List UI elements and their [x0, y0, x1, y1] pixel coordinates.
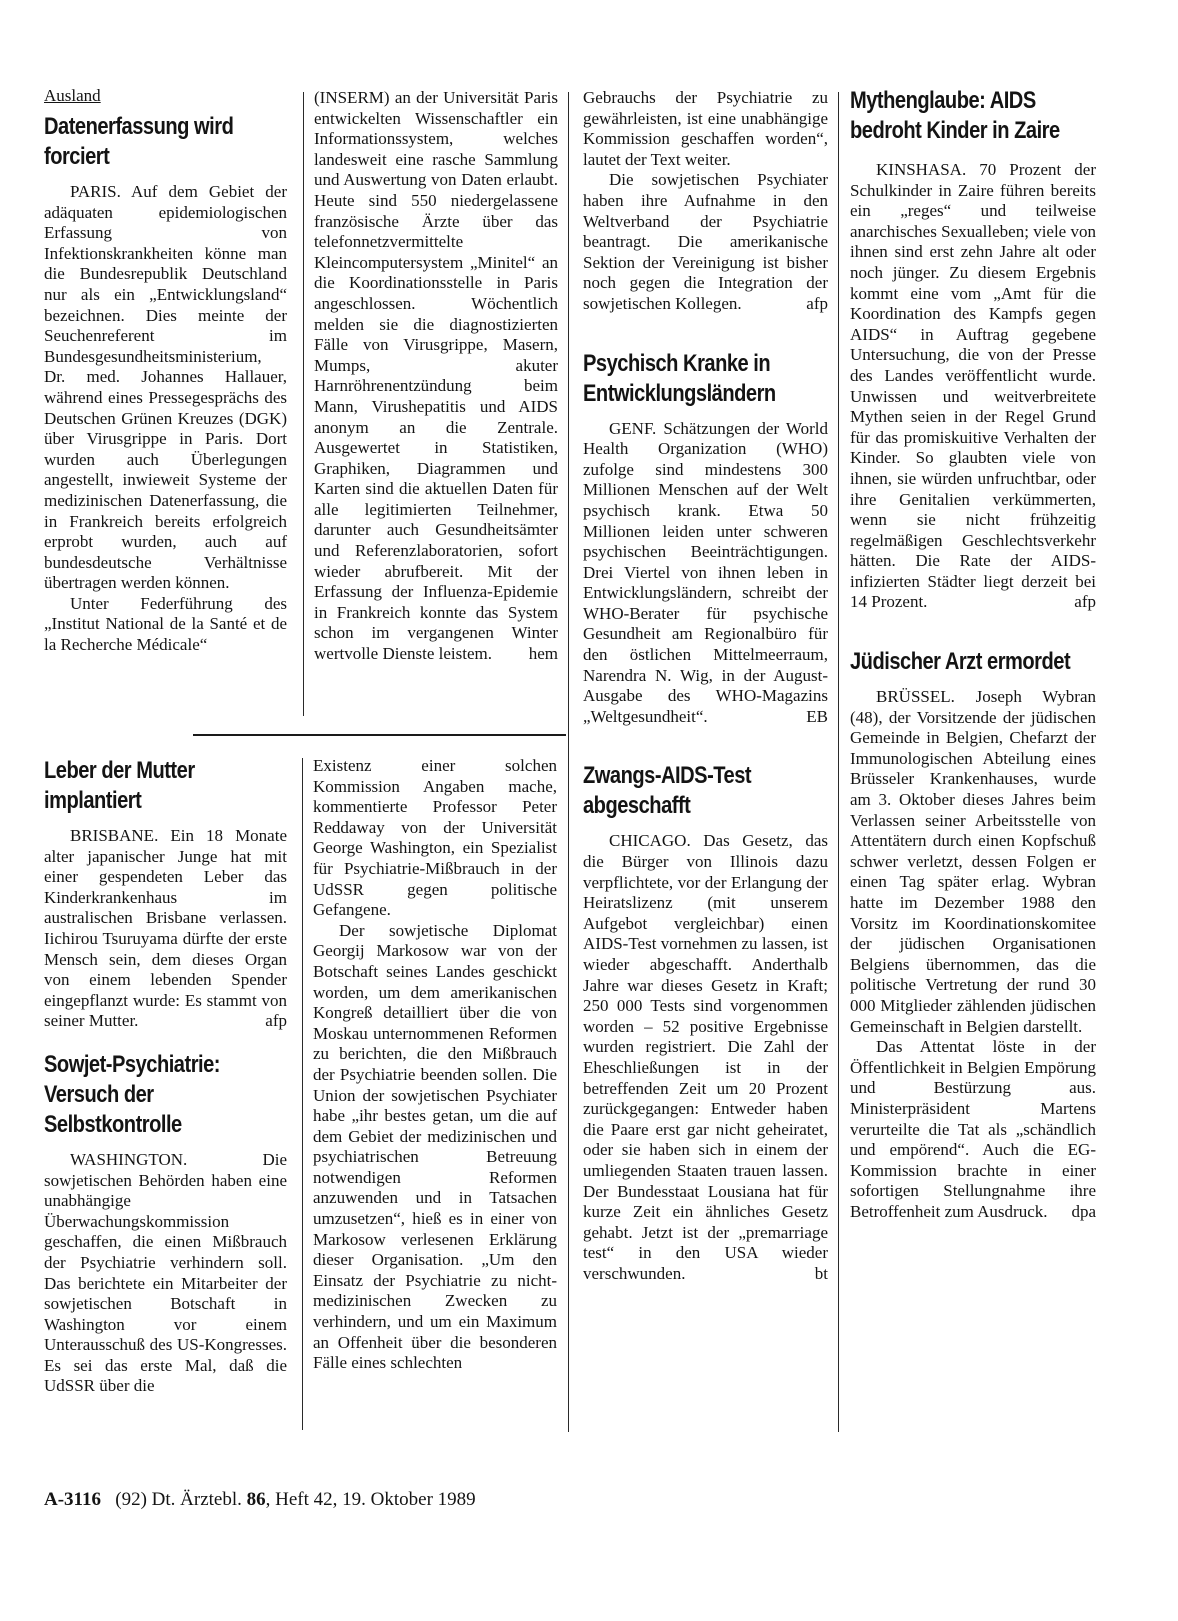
- section-divider-rule: [193, 734, 566, 736]
- column-1: [44, 86, 287, 656]
- article-paragraph: WASHINGTON. Die sowjetischen Behörden haben eine unabhängige Überwachungskommission geschaffen, die einen Mißbrauch der Psychiatrie verhindern soll. Das berichtete ein Mitarbeiter der sowjetischen Botschaft in Washington vor einem Unterausschuß des US-Kongresses. Es sei das erste Mal, daß die UdSSR über die: [44, 1149, 287, 1396]
- article-paragraph: Existenz einer solchen Kommission Angaben mache, kommentierte Professor Peter Reddaway von der Universität George Washington, ein Spezialist für Psychiatrie-Mißbrauch in der UdSSR gegen politische Gefangene.: [313, 756, 557, 920]
- column-2: [314, 88, 558, 665]
- volume-number: 86: [246, 1489, 266, 1510]
- page-code: A-3116: [44, 1489, 101, 1510]
- article-paragraph: CHICAGO. Das Gesetz, das die Bürger von Illinois dazu verpflichtete, vor der Erlangung der Heiratslizenz (mit unserem Aufgebot vergleichbar) einen AIDS-Test vornehmen zu lassen, ist wieder abgeschafft. Anderthalb Jahre war dieses Gesetz in Kraft; 250 000 Tests sind vorgenommen worden – 52 positive Ergebnisse wurden registriert. Die Zahl der Eheschließungen ist in der betreffenden Zeit um 20 Prozent zurückgegangen: Entweder haben die Paare erst gar nicht geheiratet, oder sie haben sich in einem der umliegenden Staaten trauen lassen. Der Bundesstaat Lousiana hat für kurze Zeit ein ähnliches Gesetz gehabt. Jetzt ist der „premarriage test“ in den USA wieder verschwunden. bt: [583, 831, 828, 1283]
- headline-leber: Leber der Mutter implantiert: [44, 757, 195, 814]
- article-paragraph: (INSERM) an der Universität Paris entwickelten Wissenschaftler ein Informationssystem, welches landesweit eine rasche Sammlung und Auswertung von Daten erlaubt. Heute sind 550 niedergelassene französische Ärzte über das telefonnetzvermittelte Kleincomputersystem „Minitel“ an die Koordinationsstelle in Paris angeschlossen. Wöchentlich melden sie die diagnostizierten Fälle von Virusgrippe, Masern, Mumps, akuter Harnröhrenentzündung beim Mann, Virushepatitis und AIDS anonym an die Zentrale. Ausgewertet in Statistiken, Graphiken, Diagrammen und Karten sind die aktuellen Daten für alle legitimierten Teilnehmer, darunter auch Gesundheitsämter und Referenzlaboratorien, sofort wieder abrufbereit. Mit der Erfassung der Influenza-Epidemie in Frankreich konnte das System schon im vergangenen Winter wertvolle Dienste leistem. hem: [314, 88, 558, 664]
- headline-datenerfassung: Datenerfassung wird forciert: [44, 113, 234, 170]
- article-paragraph: BRÜSSEL. Joseph Wybran (48), der Vorsitzende der jüdischen Gemeinde in Belgien, Chefarzt der Immunologischen Abteilung eines Brüsseler Krankenhauses, wurde am 3. Oktober dieses Jahres beim Verlassen seiner Arbeitsstelle von Attentätern durch einen Kopfschuß schwer verletzt, dessen Folgen er einen Tag später erlag. Wybran hatte im Dezember 1988 den Vorsitz im Koordinationskomitee der jüdischen Organisationen Belgiens übernommen, das die politische Vertretung der rund 30 000 Mitglieder zählenden jüdischen Gemeinschaft in Belgien darstellt.: [850, 687, 1096, 1036]
- author-signature: afp: [806, 293, 828, 313]
- article-paragraph: Gebrauchs der Psychiatrie zu gewährleisten, ist eine unabhängige Kommission geschaffen worden“, lautet der Text weiter.: [583, 88, 828, 169]
- article-paragraph: Der sowjetische Diplomat Georgij Markosow war von der Botschaft seines Landes geschickt worden, um dem amerikanischen Kongreß detailliert über die von Moskau unternommenen Reformen zu berichten, die den Mißbrauch der Psychiatrie beenden sollen. Die Union der sowjetischen Psychiater habe „ihr bestes getan, um die auf dem Gebiet der medizinischen und psychiatrischen Betreuung notwendigen Reformen anzuwenden und in Tatsachen umzusetzen“, hieß es in einer von Markosow verlesenen Erklärung dieser Organisation. „Um den Einsatz der Psychiatrie zu nicht-medizinischen Zwecken zu verhindern, und um ein Maximum an Offenheit über die besonderen Fälle eines schlechten: [313, 920, 557, 1373]
- column-lower-middle: [313, 756, 557, 1374]
- column-divider: [302, 758, 303, 1430]
- article-paragraph: GENF. Schätzungen der World Health Organization (WHO) zufolge sind mindestens 300 Millionen Menschen auf der Welt psychisch krank. Etwa 50 Millionen leiden unter schweren psychischen Beeinträchtigungen. Drei Viertel von ihnen leben in Entwicklungsländern, schreibt der WHO-Berater für psychische Gesundheit am Regionalbüro für den östlichen Mittelmeerraum, Narendra N. Wig, in der August-Ausgabe des WHO-Magazins „Weltgesundheit“. EB: [583, 418, 828, 726]
- article-paragraph: BRISBANE. Ein 18 Monate alter japanischer Junge hat mit einer gespendeten Leber das Kinderkrankenhaus im australischen Brisbane verlassen. Iichirou Tsuruyama dürfte der erste Mensch sein, dem dieses Organ von einem lebenden Spender eingepflanzt wurde: Es stammt von seiner Mutter. afp: [44, 826, 287, 1031]
- headline-mythenglaube: Mythenglaube: AIDS bedroht Kinder in Zaire: [850, 87, 1060, 144]
- article-paragraph: Unter Federführung des „Institut National de la Santé et de la Recherche Médicale“: [44, 593, 287, 655]
- column-divider: [303, 92, 304, 716]
- article-paragraph: Das Attentat löste in der Öffentlichkeit in Belgien Empörung und Bestürzung aus. Ministerpräsident Martens verurteilte die Tat als „schändlich und empörend“. Auch die EG-Kommission brachte in einer sofortigen Stellungnahme ihre Betroffenheit zum Ausdruck. dpa: [850, 1037, 1096, 1221]
- headline-psychisch-kranke: Psychisch Kranke in Entwicklungsländern: [583, 349, 776, 407]
- column-divider: [838, 92, 839, 1432]
- headline-zwangs-aids-test: Zwangs-AIDS-Test abgeschafft: [583, 762, 752, 820]
- column-lower-left: [44, 756, 287, 1397]
- article-paragraph: PARIS. Auf dem Gebiet der adäquaten epidemiologischen Erfassung von Infektionskrankheiten könne man die Bundesrepublik Deutschland nur als ein „Entwicklungsland“ bezeichnen. Dies meinte der Seuchenreferent im Bundesgesundheitsministerium, Dr. med. Johannes Hallauer, während eines Pressegesprächs des Deutschen Grünen Kreuzes (DGK) über Virusgrippe in Paris. Dort wurden auch Überlegungen angestellt, inwieweit Systeme der medizinischen Datenerfassung, die in Frankreich bereits erfolgreich erprobt wurden, auch auf bundesdeutsche Verhältnisse übertragen werden können.: [44, 182, 287, 593]
- author-signature: afp: [1074, 592, 1096, 612]
- page-footer: [44, 1488, 476, 1512]
- author-signature: bt: [814, 1263, 828, 1283]
- author-signature: dpa: [1071, 1201, 1096, 1221]
- footer-issue: , Heft 42, 19. Oktober 1989: [265, 1489, 476, 1510]
- column-4: [850, 86, 1096, 1223]
- author-signature: hem: [528, 644, 558, 664]
- article-paragraph: KINSHASA. 70 Prozent der Schulkinder in Zaire führen bereits ein „reges“ und teilweise anarchisches Sexualleben; viele von ihnen sind erst zehn Jahre alt oder noch jünger. Zu diesem Ergebnis kommt eine vom „Amt für die Koordination des Kampfs gegen AIDS“ in Auftrag gegebene Untersuchung, die von der Presse des Landes veröffentlicht wurde. Unwissen und weitverbreitete Mythen seien in der Regel Grund für das promiskuitive Verhalten der Kinder. So glaubten viele von ihnen, sie würden unfruchtbar, oder ihre Genitalien verkümmerten, wenn sie nicht frühzeitig regelmäßigen Geschlechtsverkehr hätten. Die Rate der AIDS-infizierten Städter liegt derzeit bei 14 Prozent. afp: [850, 160, 1096, 612]
- headline-sowjet-psychiatrie: Sowjet-Psychiatrie: Versuch der Selbstkontrolle: [44, 1050, 220, 1138]
- section-kicker: Ausland: [44, 86, 101, 105]
- author-signature: EB: [806, 706, 828, 726]
- footer-citation: (92) Dt. Ärztebl.: [115, 1489, 242, 1510]
- column-3: [583, 88, 828, 1285]
- article-paragraph: Die sowjetischen Psychiater haben ihre Aufnahme in den Weltverband der Psychiatrie beantragt. Die amerikanische Sektion der Vereinigung ist bisher noch gegen die Integration der sowjetischen Kollegen. afp: [583, 170, 828, 313]
- author-signature: afp: [265, 1011, 287, 1031]
- column-divider: [568, 92, 569, 1432]
- headline-juedischer-arzt: Jüdischer Arzt ermordet: [850, 648, 1071, 676]
